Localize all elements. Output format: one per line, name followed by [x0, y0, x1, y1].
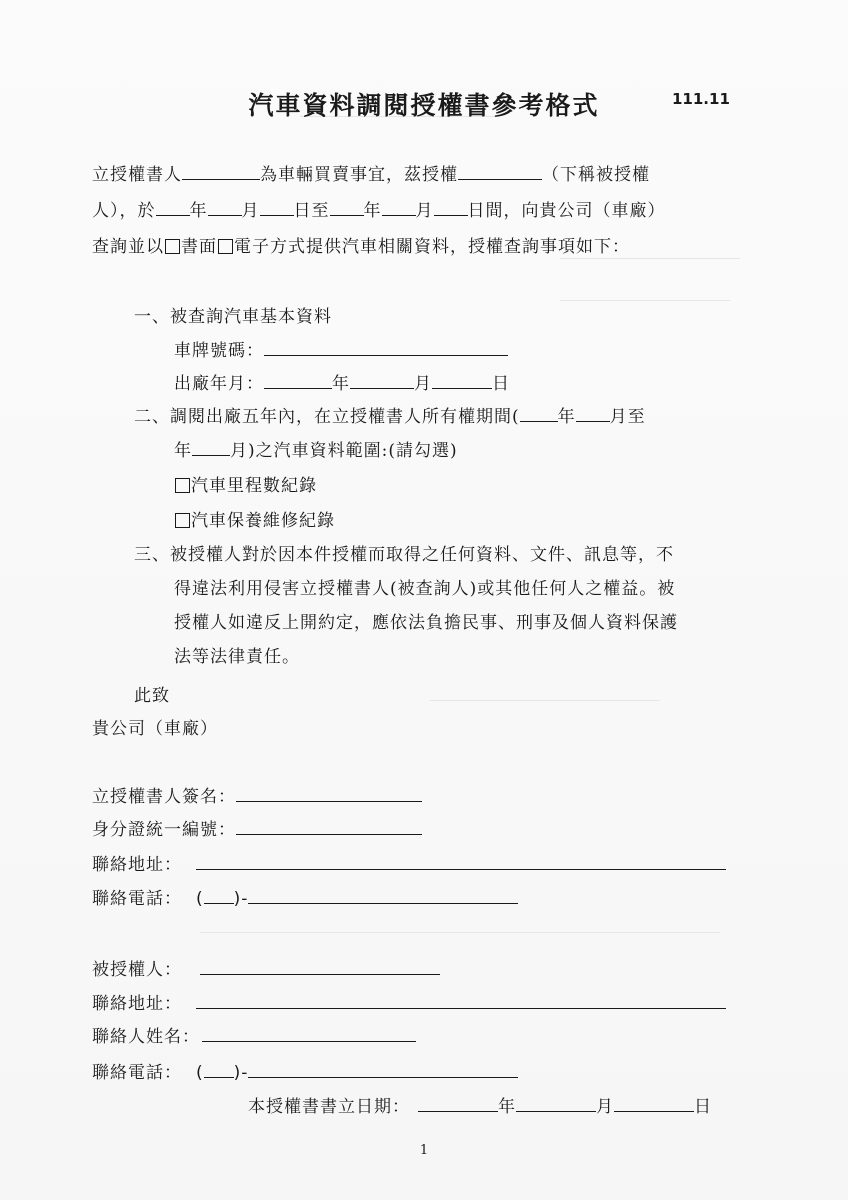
section-2-line-1	[134, 402, 646, 427]
grantor-id-blank[interactable]	[236, 820, 422, 835]
grantor-signature-label: 立授權書人簽名：	[92, 787, 236, 807]
month-word: 月	[241, 201, 260, 221]
intro-text: 立授權書人	[92, 165, 182, 185]
closing-word: 此致	[134, 686, 170, 706]
section-2-text: 二、調閱出廠五年內，在立授權書人所有權期間(	[134, 407, 520, 427]
intro-text: （下稱被授權	[542, 165, 650, 185]
grantee-name-label: 被授權人：	[92, 960, 182, 980]
grantee-name-blank[interactable]	[458, 165, 542, 180]
section-2-text: 月)之汽車資料範圍:(請勾選)	[230, 441, 458, 461]
signing-date-label: 本授權書書立日期：	[248, 1097, 410, 1117]
year-word: 年	[363, 201, 382, 221]
grantor-phone-row	[92, 884, 518, 909]
grantor-address-label: 聯絡地址：	[92, 855, 182, 875]
grantee-name-field-blank[interactable]	[200, 960, 440, 975]
grantee-address-row	[92, 989, 726, 1014]
show-through-mark	[200, 932, 720, 933]
maintenance-option-row	[174, 506, 335, 531]
intro-text: 為車輛買賣事宜，茲授權	[260, 165, 458, 185]
grantee-contact-label: 聯絡人姓名：	[92, 1027, 200, 1047]
grantor-phone-blank[interactable]	[248, 889, 518, 904]
grantee-contact-row	[92, 1022, 416, 1047]
section-3-line-2: 得違法利用侵害立授權書人(被查詢人)或其他任何人之權益。被	[174, 579, 676, 599]
day-word: 日	[694, 1097, 712, 1117]
area-code-close: )-	[233, 1063, 249, 1083]
end-month-blank[interactable]	[382, 201, 416, 216]
start-month-blank[interactable]	[208, 201, 242, 216]
mileage-option-label: 汽車里程數紀錄	[191, 476, 317, 496]
mileage-checkbox[interactable]	[175, 478, 190, 493]
show-through-mark	[560, 300, 730, 301]
day-word: 日	[492, 374, 510, 394]
month-word: 月	[596, 1097, 614, 1117]
section-3-line-1: 三、被授權人對於因本件授權而取得之任何資料、文件、訊息等，不	[134, 545, 674, 565]
maintenance-checkbox[interactable]	[175, 513, 190, 528]
day-word: 日	[293, 201, 312, 221]
sign-day-blank[interactable]	[614, 1097, 694, 1112]
section-3-line-3: 授權人如違反上開約定，應依法負擔民事、刑事及個人資料保護	[174, 613, 678, 633]
section-3-line-4: 法等法律責任。	[174, 647, 300, 667]
grantee-phone-blank[interactable]	[248, 1063, 518, 1078]
year-word: 年	[498, 1097, 516, 1117]
period-start-year-blank[interactable]	[520, 407, 558, 422]
section-2-line-2	[174, 436, 458, 461]
intro-text: 人），於	[92, 201, 156, 221]
intro-line-1	[92, 160, 650, 185]
paper-option-label: 書面	[181, 237, 217, 257]
section-2-text: 月至	[609, 407, 646, 427]
month-word: 月	[415, 201, 434, 221]
intro-text: 日間，向貴公司（車廠）	[467, 201, 666, 221]
intro-line-2	[92, 196, 666, 221]
grantee-area-code-blank[interactable]	[204, 1063, 234, 1078]
plate-number-blank[interactable]	[264, 341, 508, 356]
grantor-id-label: 身分證統一編號：	[92, 820, 236, 840]
paper-checkbox[interactable]	[165, 239, 180, 254]
page-number: 1	[419, 1143, 429, 1158]
grantee-phone-label: 聯絡電話：	[92, 1063, 182, 1083]
grantee-contact-blank[interactable]	[202, 1027, 416, 1042]
sign-month-blank[interactable]	[516, 1097, 596, 1112]
intro-text: 查詢並以	[92, 237, 164, 257]
start-day-blank[interactable]	[260, 201, 294, 216]
end-year-blank[interactable]	[330, 201, 364, 216]
version-number: 111.11	[672, 90, 730, 108]
show-through-mark	[560, 258, 740, 259]
grantee-phone-row	[92, 1058, 518, 1083]
end-day-blank[interactable]	[434, 201, 468, 216]
month-word: 月	[414, 374, 432, 394]
grantor-area-code-blank[interactable]	[204, 889, 234, 904]
grantor-signature-blank[interactable]	[236, 787, 422, 802]
plate-number-row	[174, 336, 508, 361]
grantor-id-row	[92, 815, 422, 840]
to-word: 至	[311, 201, 330, 221]
recipient: 貴公司（車廠）	[92, 719, 218, 739]
grantor-phone-label: 聯絡電話：	[92, 889, 182, 909]
grantee-address-label: 聯絡地址：	[92, 994, 182, 1014]
show-through-mark	[430, 700, 660, 701]
page-title: 汽車資料調閱授權書參考格式	[248, 91, 600, 120]
plate-number-label: 車牌號碼：	[174, 341, 264, 361]
area-code-close: )-	[233, 889, 249, 909]
area-code-open: (	[196, 889, 204, 909]
mileage-option-row	[174, 471, 317, 496]
year-word: 年	[557, 407, 576, 427]
period-start-month-blank[interactable]	[576, 407, 610, 422]
manufacture-date-row	[174, 369, 510, 394]
grantee-name-row	[92, 955, 440, 980]
signing-date-row	[248, 1092, 712, 1117]
electronic-checkbox[interactable]	[218, 239, 233, 254]
start-year-blank[interactable]	[156, 201, 190, 216]
area-code-open: (	[196, 1063, 204, 1083]
intro-line-3	[92, 232, 630, 257]
grantor-address-blank[interactable]	[196, 855, 726, 870]
manufacture-date-label: 出廠年月：	[174, 374, 264, 394]
year-word: 年	[332, 374, 350, 394]
section-1-heading: 一、被查詢汽車基本資料	[134, 307, 332, 327]
grantor-name-blank[interactable]	[182, 165, 260, 180]
year-word: 年	[189, 201, 208, 221]
maintenance-option-label: 汽車保養維修紀錄	[191, 511, 335, 531]
grantee-address-blank[interactable]	[196, 994, 726, 1009]
mfg-month-blank[interactable]	[350, 374, 414, 389]
year-word: 年	[174, 441, 192, 461]
electronic-option-label: 電子方式提供汽車相關資料，授權查詢事項如下：	[234, 237, 630, 257]
mfg-year-blank[interactable]	[264, 374, 332, 389]
mfg-day-blank[interactable]	[432, 374, 492, 389]
sign-year-blank[interactable]	[418, 1097, 498, 1112]
grantor-signature-row	[92, 782, 422, 807]
grantor-address-row	[92, 850, 726, 875]
period-end-month-blank[interactable]	[192, 441, 230, 456]
